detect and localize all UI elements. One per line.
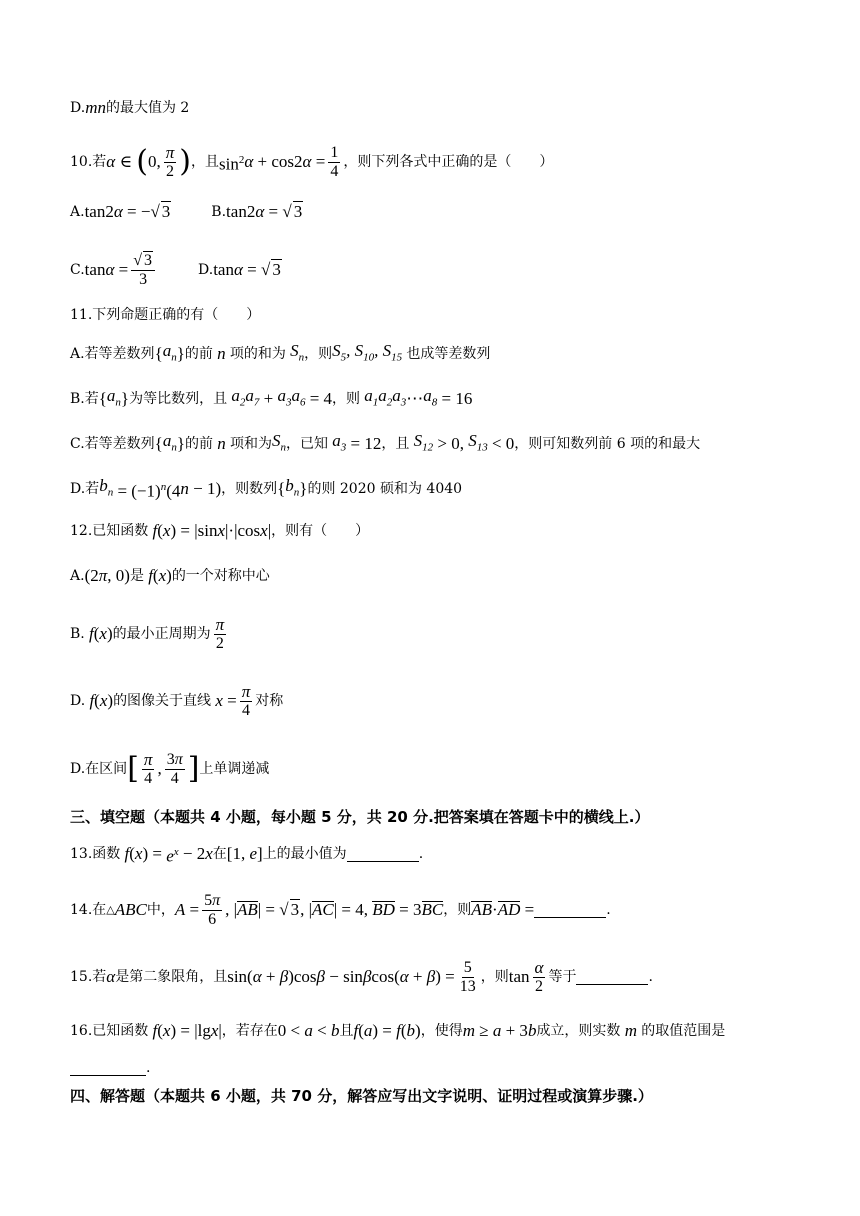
q9-option-d: [70, 98, 820, 118]
q-text: ，则下列各式中正确的是（ ）: [343, 154, 554, 170]
math: ): [106, 624, 113, 643]
math: β: [362, 967, 372, 986]
math: b: [527, 1021, 537, 1040]
q10-options-cd: [70, 248, 820, 292]
math: α: [399, 967, 409, 986]
math: $b_n$: [285, 476, 300, 499]
math: x: [99, 624, 107, 643]
math: (: [400, 1021, 407, 1040]
math-frac: $\frac{1}{4}$: [330, 143, 339, 180]
q-text: 16.已知函数: [70, 1023, 149, 1039]
math: |: [267, 521, 272, 540]
math: = −√ 3: [122, 202, 171, 221]
math: α: [113, 202, 123, 221]
q-text: 且: [339, 1023, 354, 1039]
math: $S_5$, $S_{10}$, $S_{15}$: [332, 341, 403, 364]
q12-option-d: [70, 747, 820, 791]
math: ≥: [475, 1021, 493, 1040]
math: f: [396, 1021, 401, 1040]
math: △: [106, 904, 115, 916]
math: f: [148, 1021, 158, 1040]
q-text: 12.已知函数: [70, 523, 149, 539]
math: $a_2a_7$: [227, 386, 260, 409]
math: A: [174, 900, 186, 919]
q-text: 的图像关于直线: [113, 693, 212, 709]
math: $\sin^2$: [219, 153, 245, 174]
q-text: 项的和为: [229, 346, 286, 363]
math: }: [176, 344, 185, 364]
math: β: [316, 967, 325, 986]
q-text: 13.函数: [70, 846, 121, 863]
q-text: ，则数列: [221, 481, 278, 498]
math: =: [185, 900, 200, 919]
math: x: [162, 1021, 171, 1040]
math: f: [353, 1021, 359, 1040]
math: (: [129, 844, 135, 864]
math-frac: $\frac{3\pi}{4}$: [166, 750, 183, 787]
math: |: [218, 1021, 222, 1040]
q-text: ，则: [480, 969, 509, 985]
math: AB: [237, 900, 258, 919]
q15: [70, 955, 820, 999]
q-text: 是: [129, 568, 144, 584]
math: AC: [312, 900, 334, 919]
math: BC: [421, 900, 444, 919]
math: a: [304, 1021, 313, 1040]
math: ∈: [115, 152, 137, 171]
math: ]: [257, 844, 263, 864]
q-text: 14.在: [70, 902, 107, 918]
math: $a_3$: [328, 431, 347, 454]
math: ) =: [142, 844, 167, 864]
math: $S_n$: [285, 341, 305, 364]
math: , 0): [107, 566, 130, 585]
q-text: .: [606, 902, 611, 918]
math: a: [363, 1021, 373, 1040]
q-text: 对称: [255, 693, 284, 709]
math: (: [358, 1021, 364, 1040]
heading-text: 四、解答题（本题共 6 小题，共 70 分，解答应写出文字说明、证明过程或演算步骤.）: [70, 1087, 653, 1105]
math: (: [136, 144, 149, 179]
math: α: [106, 967, 116, 986]
math: +: [408, 967, 427, 986]
q-text: ，若存在: [221, 1023, 278, 1039]
math: $a_n$: [106, 386, 121, 409]
math: [: [127, 751, 139, 786]
q-text: ，则可知数列前 6 项的和最大: [514, 436, 701, 453]
heading-text: 三、填空题（本题共 4 小题，每小题 5 分，共 20 分.把答案填在答题卡中的横线上.）: [70, 808, 650, 826]
q-text: 项和为: [230, 436, 273, 453]
q-text: 的前: [184, 346, 213, 363]
q12-option-c: [70, 681, 820, 721]
math: α: [105, 260, 115, 279]
q-text: 是第二象限角，且: [115, 969, 228, 985]
math: x: [260, 521, 268, 540]
q-text: D.在区间: [70, 761, 128, 777]
math: tan2: [84, 202, 114, 221]
math: $e^x$: [166, 846, 179, 866]
math-frac: $\frac{\alpha}{2}$: [534, 957, 544, 995]
q-text: B.若: [70, 391, 99, 408]
math: ·: [492, 900, 498, 919]
math: ) = |lg: [170, 1021, 211, 1040]
math: x: [162, 521, 171, 540]
math: β: [279, 967, 289, 986]
math: =: [520, 900, 535, 919]
math: $a_n$: [162, 341, 177, 364]
math: f: [143, 566, 153, 585]
math: f: [84, 624, 94, 643]
option-label: C.: [70, 262, 85, 278]
math: x: [210, 1021, 219, 1040]
answer-blank[interactable]: [534, 903, 606, 918]
q13: [70, 842, 820, 867]
math: β: [426, 967, 436, 986]
math: n: [213, 434, 231, 454]
math: mn: [85, 98, 106, 117]
math: b: [330, 1021, 340, 1040]
option-label: B.: [211, 204, 227, 220]
q-text: ，使得: [420, 1023, 463, 1039]
q11-option-a: [70, 341, 820, 367]
q-text: D.若: [70, 481, 100, 498]
math: }: [176, 434, 186, 454]
q-text: 的则 2020 硕和为 4040: [307, 481, 463, 498]
q11-stem: [70, 305, 820, 325]
q-text: 在: [212, 846, 227, 863]
math: f: [148, 521, 158, 540]
q-text: 等于: [548, 969, 577, 985]
math-frac: $\frac{\pi}{4}$: [143, 749, 153, 787]
math: ): [415, 1021, 421, 1040]
math: b: [406, 1021, 416, 1040]
math: − sin: [325, 967, 363, 986]
math: {: [154, 434, 163, 454]
math: 0 <: [277, 1021, 305, 1040]
q-text: ，则: [443, 902, 472, 918]
math-frac: $\frac{\pi}{4}$: [241, 681, 251, 719]
math: {: [154, 344, 163, 364]
answer-blank[interactable]: [70, 1061, 146, 1076]
q-text: 11.下列命题正确的有（ ）: [70, 307, 261, 323]
math: |·|cos: [225, 521, 261, 540]
math: = 16: [437, 389, 473, 409]
math: x: [158, 566, 167, 585]
math: − 1): [188, 479, 222, 499]
math: π: [98, 566, 108, 585]
math: $S_{12}$: [409, 431, 434, 454]
q-text: ，则有（ ）: [271, 523, 370, 539]
math: ): [107, 691, 114, 710]
math: }: [299, 479, 308, 499]
math: $a_1a_2a_3$: [360, 386, 407, 409]
math: ) =: [372, 1021, 397, 1040]
math: = √ 3: [264, 202, 303, 221]
math: ,: [157, 759, 162, 778]
math: < 0: [487, 434, 515, 454]
math: cos(: [371, 967, 400, 986]
math: x: [99, 691, 108, 710]
math: | = 4,: [333, 900, 373, 919]
q14: [70, 888, 820, 932]
q-text: 的一个对称中心: [171, 568, 270, 584]
q-text: 上的最小值为: [262, 846, 347, 863]
math: + 3: [501, 1021, 528, 1040]
math: α: [233, 260, 243, 279]
math: $a_8$: [423, 386, 438, 409]
math: > 0,: [433, 434, 469, 454]
math: (: [152, 566, 159, 585]
math-frac: $\frac{√ 3}{3}$: [131, 252, 155, 289]
math: tan: [508, 967, 530, 986]
math: (2: [84, 566, 99, 585]
q10-stem: [70, 142, 820, 182]
math: α: [302, 152, 312, 171]
math: , |: [225, 900, 237, 919]
q11-option-c: [70, 431, 820, 457]
math: {: [98, 389, 107, 409]
math: = √ 3: [242, 260, 281, 279]
math: AD: [497, 900, 521, 919]
q-text: ，且: [381, 436, 410, 453]
answer-blank[interactable]: [576, 970, 648, 985]
q11-option-d: [70, 476, 820, 502]
math: ): [166, 566, 172, 585]
math: $a_3a_6$: [277, 386, 306, 409]
math: α: [106, 152, 116, 171]
math: (: [157, 1021, 163, 1040]
q-text: 也成等差数列: [406, 346, 491, 363]
math: $S_{13}$: [468, 431, 488, 454]
q-text: 的最小正周期为: [112, 626, 211, 642]
math: ): [179, 144, 192, 179]
q11-option-b: [70, 386, 820, 412]
math: α: [244, 152, 254, 171]
math-frac: $\frac{\pi}{2}$: [215, 614, 225, 652]
q-text: 成立，则实数: [536, 1023, 621, 1039]
math: tan: [84, 260, 106, 279]
math: $a_n$: [162, 431, 177, 454]
math: (: [157, 521, 163, 540]
math: + cos2: [253, 152, 303, 171]
math: {: [277, 479, 286, 499]
math: ) = |sin: [170, 521, 218, 540]
math: $S_n$: [272, 431, 287, 454]
q-text: 上单调递减: [199, 761, 270, 777]
math: n: [212, 344, 230, 364]
math: (: [94, 691, 100, 710]
math: x: [211, 691, 223, 710]
math: = $(-1)^n(4$: [113, 480, 181, 501]
math: a: [492, 1021, 502, 1040]
q-text: 的取值范围是: [641, 1023, 726, 1039]
math: n: [180, 479, 189, 499]
math: ABC: [114, 900, 147, 919]
math: $b_n$: [99, 476, 114, 499]
math-frac: $\frac{5}{13}$: [459, 958, 476, 995]
math: | = √ 3, |: [257, 900, 313, 919]
q-text: B.: [70, 626, 85, 642]
section-3-heading: [70, 807, 820, 827]
q10-options-ab: [70, 202, 820, 222]
math: e: [249, 844, 258, 864]
option-label: D.: [198, 262, 214, 278]
q12-stem: [70, 521, 820, 541]
math: = 3: [394, 900, 422, 919]
math: 0,: [148, 152, 161, 171]
math: sin(: [227, 967, 253, 986]
q16-continued: [70, 1058, 820, 1078]
math: +: [259, 389, 278, 409]
math: BD: [372, 900, 395, 919]
math: ⋯: [406, 389, 424, 409]
q-text: ，已知: [286, 436, 329, 453]
q-text: 中，: [146, 902, 175, 918]
math: f: [120, 844, 130, 864]
math: f: [85, 691, 95, 710]
math: AB: [471, 900, 493, 919]
section-4-heading: [70, 1086, 820, 1106]
math: }: [120, 389, 130, 409]
math: (: [93, 624, 100, 643]
math: [1,: [226, 844, 250, 864]
q16: [70, 1021, 820, 1041]
q-text: C.若等差数列: [70, 436, 155, 453]
q-text: 为等比数列，且: [129, 391, 228, 408]
q-text: .: [418, 846, 424, 863]
math-frac: $\frac{5\pi}{6}$: [204, 891, 221, 928]
math: <: [312, 1021, 331, 1040]
math: )cos: [288, 967, 317, 986]
q12-option-b: [70, 614, 820, 654]
option-label: D.: [70, 100, 86, 116]
q-text: A.: [70, 568, 85, 584]
math: ]: [187, 751, 200, 786]
math: +: [261, 967, 280, 986]
math: = 4: [305, 389, 333, 409]
q-text: 15.若: [70, 969, 107, 985]
q-text: A.若等差数列: [70, 346, 155, 363]
option-text: 的最大值为 2: [105, 100, 190, 116]
q-text: .: [146, 1060, 151, 1076]
option-label: A.: [70, 204, 85, 220]
math: x: [217, 521, 226, 540]
math: α: [252, 967, 262, 986]
math: =: [222, 691, 237, 710]
q-text: ，且: [191, 154, 220, 170]
math: − 2: [178, 844, 206, 864]
math-frac: $\frac{\pi}{2}$: [165, 142, 175, 180]
math: = 12: [346, 434, 382, 454]
math: α: [255, 202, 265, 221]
math: tan2: [226, 202, 256, 221]
q-text: ，则: [332, 391, 361, 408]
math: =: [311, 152, 326, 171]
math: m: [620, 1021, 642, 1040]
math: tan: [213, 260, 234, 279]
q-text: 的前: [185, 436, 214, 453]
q-text: 10.若: [70, 154, 107, 170]
answer-blank[interactable]: [347, 847, 419, 862]
math: ) =: [435, 967, 455, 986]
math: m: [462, 1021, 475, 1040]
math: x: [134, 844, 143, 864]
q12-option-a: [70, 566, 820, 586]
math: x: [205, 844, 213, 864]
q-text: ，则: [304, 346, 333, 363]
q-text: .: [648, 969, 653, 985]
math: =: [114, 260, 129, 279]
q-text: D.: [70, 693, 86, 709]
